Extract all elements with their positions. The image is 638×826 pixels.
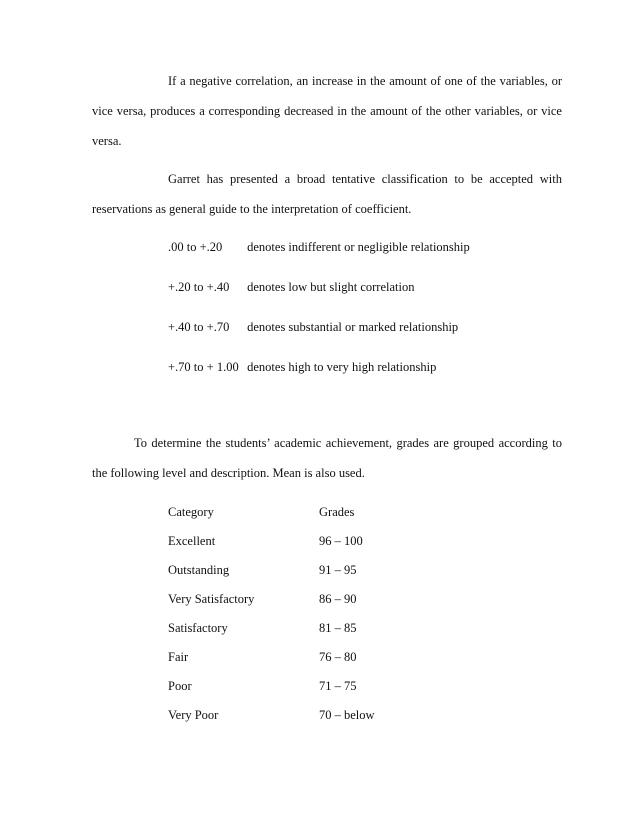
range-description: denotes substantial or marked relationship (247, 320, 459, 334)
range-value: .00 to +.20 (168, 240, 223, 254)
header-grades: Grades (319, 505, 355, 519)
table-row (168, 556, 439, 585)
header-category: Category (168, 505, 214, 519)
range-item (168, 353, 470, 393)
range-value: +.70 to + 1.00 (168, 360, 239, 374)
grades-cell: 81 – 85 (319, 621, 357, 635)
category-cell: Very Satisfactory (168, 592, 255, 606)
table-row (168, 527, 439, 556)
range-description: denotes indifferent or negligible relationship (247, 240, 470, 254)
category-cell: Satisfactory (168, 621, 228, 635)
grades-cell: 91 – 95 (319, 563, 357, 577)
table-header-row (168, 498, 439, 527)
grades-cell: 76 – 80 (319, 650, 357, 664)
paragraph-negative-correlation: If a negative correlation, an increase in the amount of one of the variables, or vice versa, produces a corresponding decreased in the amount of the other variables, or vice versa. (92, 74, 562, 148)
category-cell: Fair (168, 650, 189, 664)
grades-cell: 70 – below (319, 708, 375, 722)
range-value: +.40 to +.70 (168, 320, 230, 334)
table-row (168, 614, 439, 643)
range-item (168, 273, 470, 313)
table-row (168, 643, 439, 672)
range-item (168, 233, 470, 273)
range-description: denotes low but slight correlation (247, 280, 415, 294)
grades-cell: 86 – 90 (319, 592, 357, 606)
category-cell: Poor (168, 679, 192, 693)
category-cell: Very Poor (168, 708, 219, 722)
table-row (168, 672, 439, 701)
table-row (168, 585, 439, 614)
table-row (168, 701, 439, 730)
grades-cell: 96 – 100 (319, 534, 363, 548)
range-item (168, 313, 470, 353)
correlation-ranges-list (168, 233, 470, 393)
paragraph-academic-achievement: To determine the students’ academic achievement, grades are grouped according to the following level and description. Mean is also used. (92, 436, 562, 480)
grade-table (168, 498, 439, 730)
category-cell: Excellent (168, 534, 216, 548)
grades-cell: 71 – 75 (319, 679, 357, 693)
range-value: +.20 to +.40 (168, 280, 230, 294)
range-description: denotes high to very high relationship (247, 360, 437, 374)
paragraph-garret-classification: Garret has presented a broad tentative classification to be accepted with reservations as general guide to the interpretation of coefficient. (92, 172, 562, 216)
category-cell: Outstanding (168, 563, 230, 577)
